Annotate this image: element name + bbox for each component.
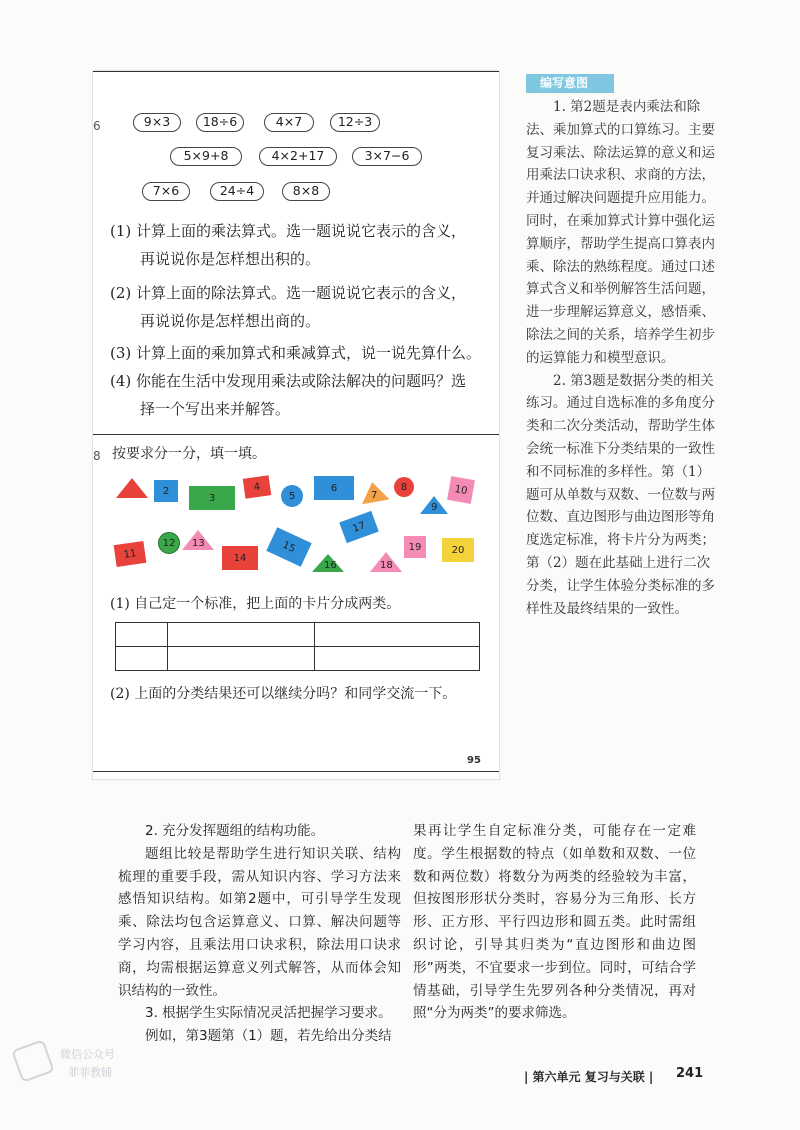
card-15: 15 xyxy=(266,527,311,567)
answer-cell[interactable] xyxy=(315,623,480,647)
answer-cell[interactable] xyxy=(116,623,168,647)
card-16-label: 16 xyxy=(324,560,337,571)
watermark-line: 菲菲教辅 xyxy=(68,1066,112,1079)
watermark xyxy=(16,1040,136,1090)
textbook-page-number: 95 xyxy=(467,755,481,766)
red-triangle-card xyxy=(116,478,148,498)
page-bottom-rule xyxy=(93,771,499,772)
question-text: (4) 你能在生活中发现用乘法或除法解决的问题吗？选 xyxy=(110,372,467,390)
expression-chip: 5×9+8 xyxy=(170,147,242,166)
card-4: 4 xyxy=(243,475,272,498)
sidebar-notes xyxy=(526,96,716,620)
question-3-marker: 8 xyxy=(93,449,101,463)
card-10: 10 xyxy=(447,476,475,504)
card-20: 20 xyxy=(442,538,474,562)
commentary-right-column xyxy=(413,820,696,1025)
expression-chip: 4×2+17 xyxy=(259,147,337,166)
expression-chip: 18÷6 xyxy=(196,113,244,132)
question-3-item-1: (1) 自己定一个标准，把上面的卡片分成两类。 xyxy=(110,596,401,612)
commentary-heading: 2. 充分发挥题组的结构功能。 xyxy=(145,823,325,839)
question-text: 再说说你是怎样想出积的。 xyxy=(140,250,321,268)
question-3-item-2: (2) 上面的分类结果还可以继续分吗？和同学交流一下。 xyxy=(110,686,457,702)
question-text: 择一个写出来并解答。 xyxy=(140,400,291,418)
card-14: 14 xyxy=(222,546,258,570)
card-3: 3 xyxy=(189,486,235,510)
card-13-label: 13 xyxy=(192,538,205,549)
commentary-left-column xyxy=(118,820,401,1048)
card-6: 6 xyxy=(314,476,354,500)
sidebar-tag: 编写意图 xyxy=(526,74,614,93)
card-18-label: 18 xyxy=(380,560,393,571)
question-text: (2) 计算上面的除法算式。选一题说说它表示的含义， xyxy=(110,284,467,302)
answer-cell[interactable] xyxy=(116,647,168,671)
expression-chip: 8×8 xyxy=(282,182,330,201)
page-top-rule xyxy=(93,71,499,72)
question-2-marker: 6 xyxy=(93,119,101,133)
commentary-paragraph: 例如，第3题第（1）题，若先给出分类结 xyxy=(145,1028,392,1045)
textbook-page xyxy=(92,70,500,780)
expression-chip: 7×6 xyxy=(142,182,190,201)
card-2: 2 xyxy=(154,480,178,502)
card-9-label: 9 xyxy=(431,502,438,513)
expression-chip: 4×7 xyxy=(264,113,314,132)
expression-chip: 3×7−6 xyxy=(352,147,422,166)
answer-cell[interactable] xyxy=(167,623,315,647)
question-3-title: 按要求分一分，填一填。 xyxy=(112,446,266,462)
card-17: 17 xyxy=(339,511,378,543)
footer-unit-label: | 第六单元 复习与关联 | xyxy=(524,1070,654,1084)
commentary-paragraph: 果再让学生自定标准分类，可能存在一定难度。学生根据数的特点（如单数和双数、一位数和两位数）将数分为两类的经验较为丰富，但按图形形状分类时，容易分为三角形、长方形、正方形、平行四边形和圆五类。此时需组织讨论，引导其归类为“直边图形和曲边图形”两类，不宜要求一步到位。同时，可结合学情基础，引导学生先罗列各种分类情况，再对照“分为两类”的要求筛选。 xyxy=(413,823,696,1022)
commentary-paragraph: 题组比较是帮助学生进行知识关联、结构梳理的重要手段，需从知识内容、学习方法来感悟知识结构。如第2题中，可引导学生发现乘、除法均包含运算意义、口算、解决问题等学习内容，且乘法用口诀求积，除法用口诀求商，均需根据运算意义列式解答，从而体会知识结构的一致性。 xyxy=(118,845,401,999)
card-8: 8 xyxy=(394,477,414,497)
card-5: 5 xyxy=(281,485,303,507)
commentary-heading: 3. 根据学生实际情况灵活把握学习要求。 xyxy=(145,1005,392,1022)
watermark-line: 微信公众号 xyxy=(60,1048,115,1061)
sidebar-paragraph: 1. 第2题是表内乘法和除法、乘加算式的口算练习。主要复习乘法、除法运算的意义和运用乘法口诀求积、求商的方法，并通过解决问题提升应用能力。同时，在乘加算式计算中强化运算顺序，帮助学生提高口算表内乘、除法的熟练程度。通过口述算式含义和举例解答生活问题，进一步理解运算意义，感悟乘、除法之间的关系，培养学生初步的运算能力和模型意识。 xyxy=(526,99,715,366)
answer-cell[interactable] xyxy=(167,647,315,671)
card-12: 12 xyxy=(158,532,180,554)
watermark-logo-icon xyxy=(11,1039,55,1083)
expression-chip: 24÷4 xyxy=(210,182,264,201)
question-text: (3) 计算上面的乘加算式和乘减算式，说一说先算什么。 xyxy=(110,344,482,362)
section-divider xyxy=(93,434,499,435)
answer-cell[interactable] xyxy=(315,647,480,671)
footer-page-number: 241 xyxy=(676,1066,704,1081)
question-text: 再说说你是怎样想出商的。 xyxy=(140,312,321,330)
question-text: (1) 计算上面的乘法算式。选一题说说它表示的含义， xyxy=(110,222,467,240)
card-19: 19 xyxy=(404,536,426,558)
card-11: 11 xyxy=(114,541,147,567)
expression-chip: 9×3 xyxy=(133,113,181,132)
expression-chip: 12÷3 xyxy=(330,113,380,132)
sidebar-paragraph: 2. 第3题是数据分类的相关练习。通过自选标准的多角度分类和二次分类活动，帮助学生体会统一标准下分类结果的一致性和不同标准的多样性。第（1）题可从单数与双数、一位数与两位数、直边图形与曲边图形等角度选定标准，将卡片分为两类；第（2）题在此基础上进行二次分类，让学生体验分类标准的多样性及最终结果的一致性。 xyxy=(526,372,715,617)
card-7-label: 7 xyxy=(371,490,378,501)
answer-table xyxy=(115,622,480,671)
